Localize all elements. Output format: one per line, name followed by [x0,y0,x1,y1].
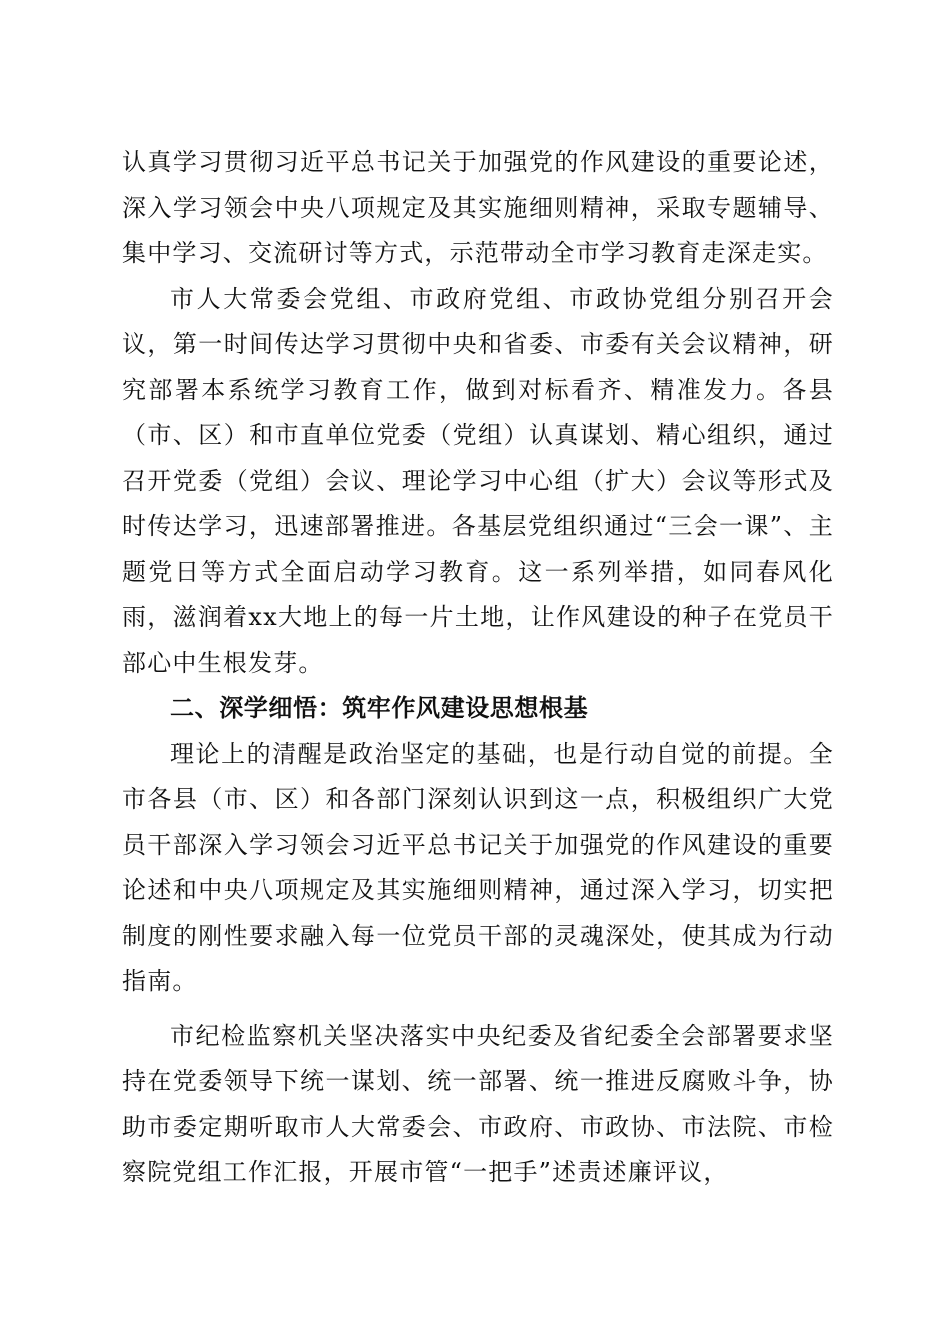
paragraph-theory: 理论上的清醒是政治坚定的基础，也是行动自觉的前提。全市各县（市、区）和各部门深刻认识到这一点，积极组织广大党员干部深入学习领会习近平总书记关于加强党的作风建设的重要论述和中央八项规定及其实施细则精神，通过深入学习，切实把制度的刚性要求融入每一位党员干部的灵魂深处，使其成为行动指南。 [122,739,834,995]
paragraph-discipline: 市纪检监察机关坚决落实中央纪委及省纪委全会部署要求坚持在党委领导下统一谋划、统一部署、统一推进反腐败斗争，协助市委定期听取市人大常委会、市政府、市政协、市法院、市检察院党组工作汇报，开展市管“一把手”述责述廉评议， [122,1021,834,1186]
paragraph-meetings: 市人大常委会党组、市政府党组、市政协党组分别召开会议，第一时间传达学习贯彻中央和省委、市委有关会议精神，研究部署本系统学习教育工作，做到对标看齐、精准发力。各县（市、区）和市直单位党委（党组）认真谋划、精心组织，通过召开党委（党组）会议、理论学习中心组（扩大）会议等形式及时传达学习，迅速部署推进。各基层党组织通过“三会一课”、主题党日等方式全面启动学习教育。这一系列举措，如同春风化雨，滋润着xx大地上的每一片土地，让作风建设的种子在党员干部心中生根发芽。 [122,284,834,677]
document-body [122,140,834,1196]
paragraph-continued: 认真学习贯彻习近平总书记关于加强党的作风建设的重要论述，深入学习领会中央八项规定及其实施细则精神，采取专题辅导、集中学习、交流研讨等方式，示范带动全市学习教育走深走实。 [122,148,834,267]
section-heading: 二、深学细悟：筑牢作风建设思想根基 [170,694,589,722]
